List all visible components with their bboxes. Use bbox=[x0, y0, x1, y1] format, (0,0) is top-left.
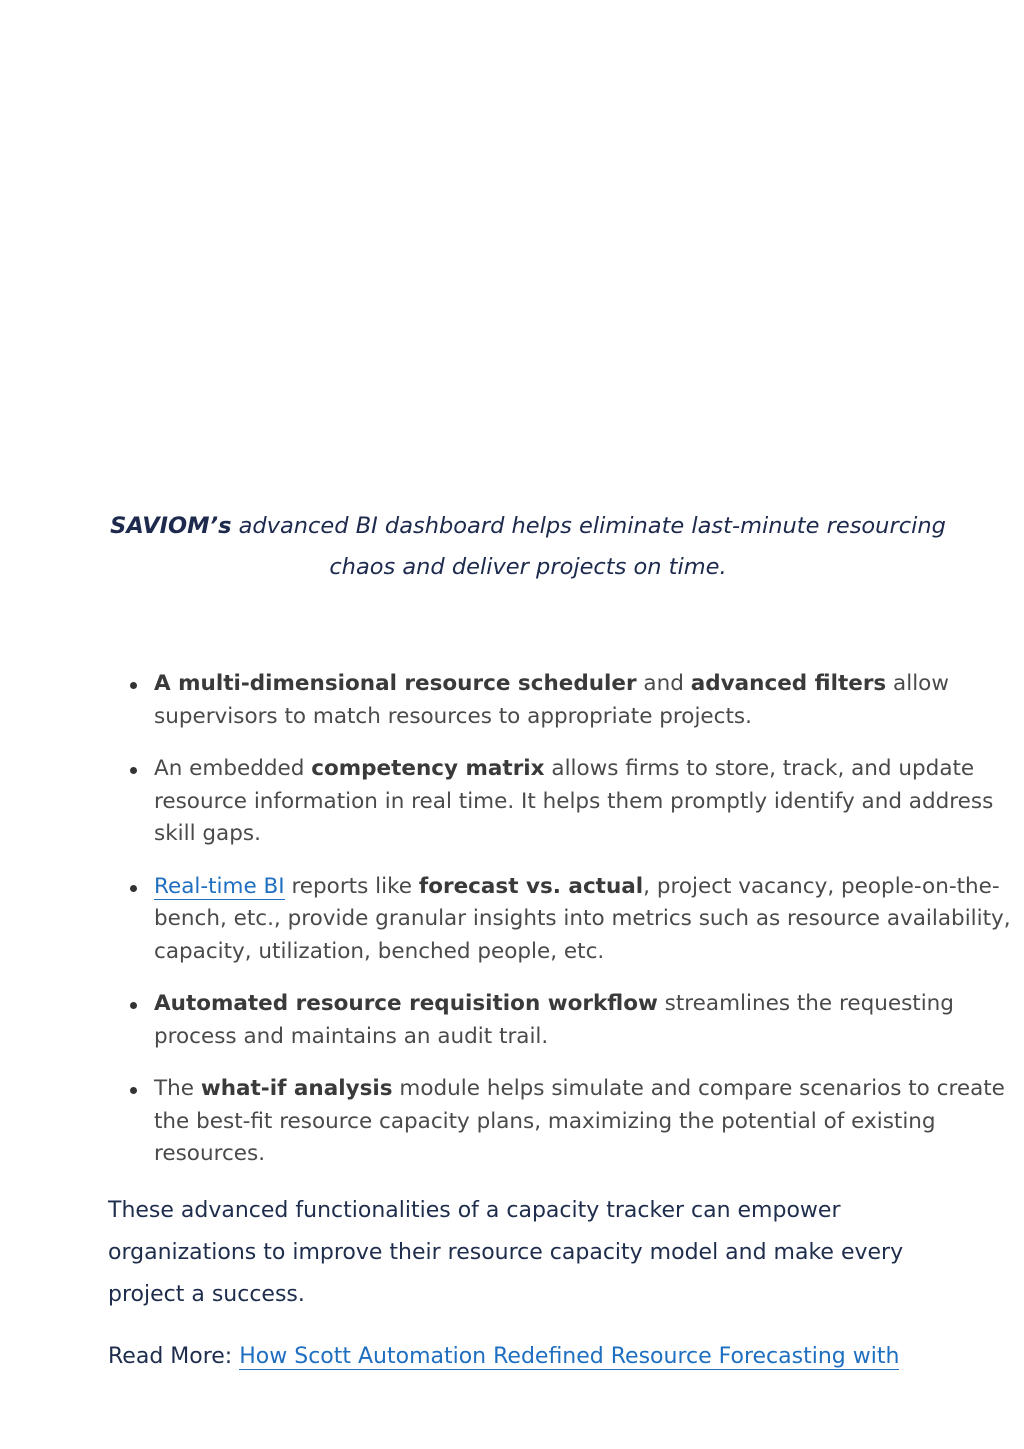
list-item bbox=[154, 871, 1014, 969]
feature-text: allow supervisors to match resources to appropriate projects. bbox=[154, 671, 949, 729]
list-item bbox=[154, 988, 1014, 1053]
feature-highlight: competency matrix bbox=[311, 756, 545, 781]
read-more bbox=[108, 1338, 988, 1376]
feature-text: allows firms to store, track, and update resource information in real time. It helps them promptly identify and address skill gaps. bbox=[154, 756, 994, 846]
feature-text: module helps simulate and compare scenarios to create the best-fit resource capacity plans, maximizing the potential of existing resources. bbox=[154, 1076, 1005, 1166]
feature-highlight: A multi-dimensional resource scheduler bbox=[154, 671, 637, 696]
read-more-link[interactable]: How Scott Automation Redefined Resource Forecasting with bbox=[239, 1344, 900, 1369]
list-item bbox=[154, 753, 1014, 851]
feature-highlight: what-if analysis bbox=[200, 1076, 393, 1101]
list-item bbox=[154, 668, 1014, 733]
feature-text: An embedded bbox=[154, 756, 312, 781]
caption-brand: SAVIOM’s bbox=[110, 513, 232, 539]
feature-highlight: forecast vs. actual bbox=[418, 873, 644, 899]
image-caption bbox=[108, 506, 948, 588]
summary-paragraph: These advanced functionalities of a capacity tracker can empower organizations to improve their resource capacity model and make every project a success. bbox=[108, 1198, 904, 1307]
feature-text: , project vacancy, people-on-the-bench, etc., provide granular insights into metrics such as resource availability, capacity, utilization, benched people, etc. bbox=[154, 873, 1011, 964]
article-image-area bbox=[0, 0, 1024, 490]
caption-text: advanced BI dashboard helps eliminate last-minute resourcing chaos and deliver projects on time. bbox=[238, 513, 946, 580]
feature-list bbox=[108, 668, 1014, 1191]
read-more-label: Read More: bbox=[108, 1344, 233, 1369]
list-item bbox=[154, 1073, 1014, 1171]
feature-text: The bbox=[154, 1076, 201, 1101]
feature-highlight: advanced filters bbox=[690, 671, 887, 696]
feature-text: reports like bbox=[284, 873, 419, 899]
feature-text: streamlines the requesting process and maintains an audit trail. bbox=[154, 991, 954, 1049]
feature-highlight: Automated resource requisition workflow bbox=[154, 991, 658, 1016]
real-time-bi-link[interactable]: Real-time BI bbox=[154, 873, 285, 899]
feature-text: and bbox=[636, 671, 691, 696]
